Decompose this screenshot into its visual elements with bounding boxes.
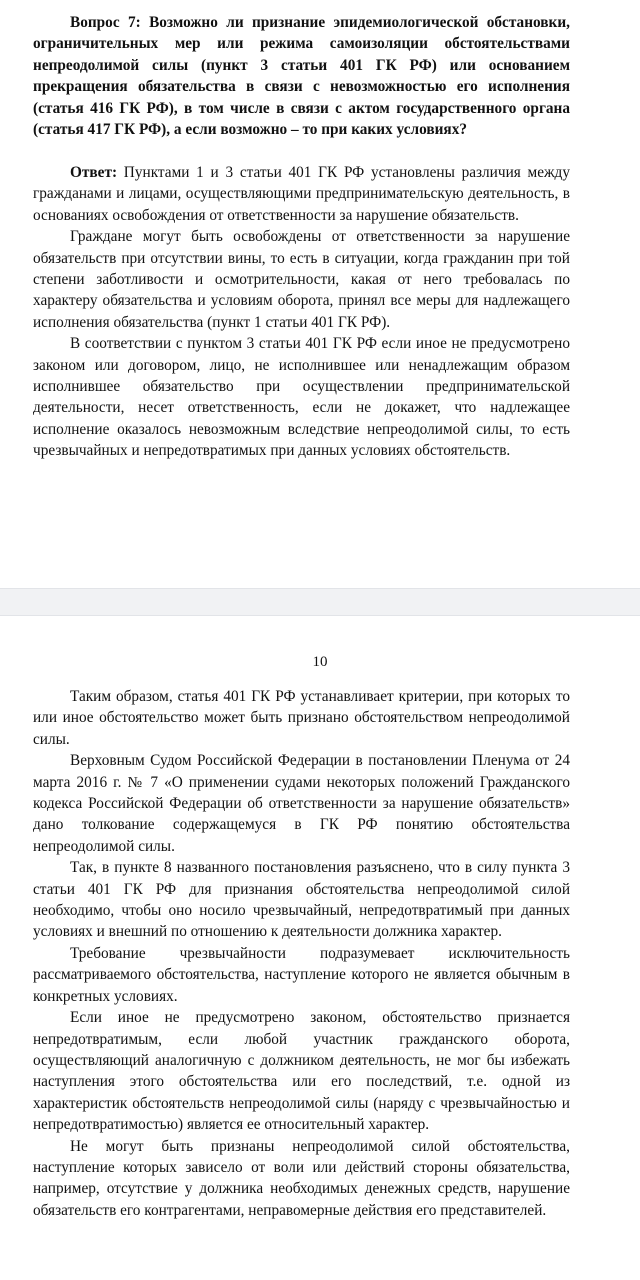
- page-number: 10: [312, 654, 328, 670]
- paragraph: Требование чрезвычайности подразумевает исключительность рассматриваемого обстоятельства, наступление которого не является обычным в конкретных условиях.: [33, 944, 570, 1005]
- paragraph: Не могут быть признаны непреодолимой силой обстоятельства, наступление которых зависело от воли или действий стороны обязательства, например, отсутствие у должника необходимых денежных средств, нарушение обязательств его контрагентами, неправомерные действия его представителей.: [33, 1137, 570, 1219]
- document-page-bottom: [0, 616, 640, 1280]
- question-heading: Вопрос 7: Возможно ли признание эпидемиологической обстановки, ограничительных мер или режима самоизоляции обстоятельствами непреодолимой силы (пункт 3 статьи 401 ГК РФ) или основанием прекращения обязательства в связи с невозможностью его исполнения (статья 416 ГК РФ), в том числе в связи с актом государственного органа (статья 417 ГК РФ), а если возможно – то при каких условиях?: [33, 14, 570, 139]
- answer-block: [33, 162, 570, 462]
- answer-paragraph: [33, 162, 570, 226]
- paragraph: Таким образом, статья 401 ГК РФ устанавливает критерии, при которых то или иное обстоятельство может быть признано обстоятельством непреодолимой силы.: [33, 688, 570, 748]
- answer-label: Ответ:: [70, 164, 118, 181]
- paragraph: Верховным Судом Российской Федерации в постановлении Пленума от 24 марта 2016 г. № 7 «О применении судами некоторых положений Гражданского кодекса Российской Федерации об ответственности за нарушение обязательств» дано толкование содержащемуся в ГК РФ понятию обстоятельства непреодолимой силы.: [33, 752, 570, 855]
- paragraph: Если иное не предусмотрено законом, обстоятельство признается непредотвратимым, если любой участник гражданского оборота, осуществляющий аналогичную с должником деятельность, не мог бы избежать наступления этого обстоятельства или его последствий, т.е. одной из характеристик обстоятельств непреодолимой силы (наряду с чрезвычайностью и непредотвратимостью) является ее относительный характер.: [33, 1009, 570, 1134]
- paragraph: Граждане могут быть освобождены от ответственности за нарушение обязательств при отсутствии вины, то есть в ситуации, когда гражданин при той степени заботливости и осмотрительности, какая от него требовалась по характеру обязательства и условиям оборота, принял все меры для надлежащего исполнения обязательства (пункт 1 статьи 401 ГК РФ).: [33, 228, 570, 331]
- answer-text: Пунктами 1 и 3 статьи 401 ГК РФ установлены различия между гражданами и лицами, осуществляющими предпринимательскую деятельность, в основаниях освобождения от ответственности за нарушение обязательств.: [33, 164, 570, 224]
- page-body: [33, 686, 570, 1221]
- document-page-top: [0, 0, 640, 588]
- paragraph: Так, в пункте 8 названного постановления разъяснено, что в силу пункта 3 статьи 401 ГК РФ для признания обстоятельства непреодолимой силой необходимо, чтобы оно носило чрезвычайный, непредотвратимый при данных условиях и внешний по отношению к деятельности должника характер.: [33, 859, 570, 941]
- page-separator: [0, 588, 640, 616]
- paragraph: В соответствии с пунктом 3 статьи 401 ГК РФ если иное не предусмотрено законом или договором, лицо, не исполнившее или ненадлежащим образом исполнившее обязательство при осуществлении предпринимательской деятельности, несет ответственность, если не докажет, что надлежащее исполнение оказалось невозможным вследствие непреодолимой силы, то есть чрезвычайных и непредотвратимых при данных условиях обстоятельств.: [33, 335, 570, 460]
